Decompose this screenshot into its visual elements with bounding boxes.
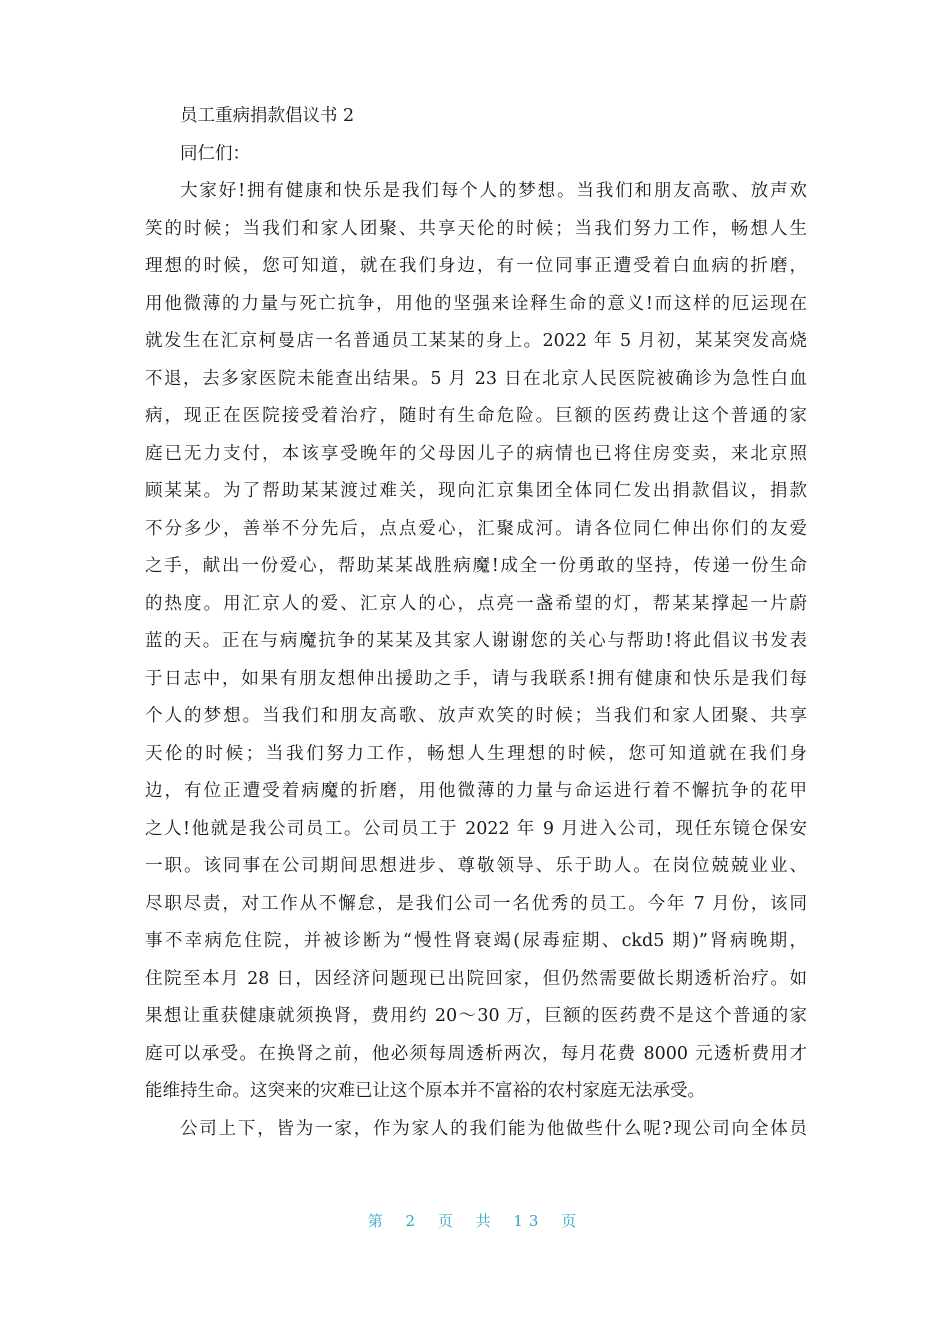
document-title: 员工重病捐款倡议书 2	[180, 106, 355, 126]
salutation: 同仁们：	[180, 143, 250, 164]
paragraph-line: 庭可以承受。在换肾之前，他必须每周透析两次，每月花费 8000 元透析费用才	[145, 1043, 807, 1064]
page-number-footer: 第 2 页 共 13 页	[367, 1212, 583, 1230]
paragraph-line: 理想的时候，您可知道，就在我们身边，有一位同事正遭受着白血病的折磨，	[145, 256, 807, 276]
paragraph-line: 不退，去多家医院未能查出结果。5 月 23 日在北京人民医院被确诊为急性白血	[145, 368, 807, 389]
paragraph-line: 大家好!拥有健康和快乐是我们每个人的梦想。当我们和朋友高歌、放声欢	[180, 181, 807, 201]
paragraph-line: 之人!他就是我公司员工。公司员工于 2022 年 9 月进入公司，现任东镜仓保安	[145, 818, 807, 839]
paragraph-line: 用他微薄的力量与死亡抗争，用他的坚强来诠释生命的意义!而这样的厄运现在	[145, 293, 807, 314]
paragraph-line: 事不幸病危住院，并被诊断为“慢性肾衰竭(尿毒症期、ckd5 期)”肾病晚期，	[145, 931, 807, 951]
paragraph-line: 边，有位正遭受着病魔的折磨，用他微薄的力量与命运进行着不懈抗争的花甲	[145, 781, 807, 801]
paragraph-line: 顾某某。为了帮助某某渡过难关，现向汇京集团全体同仁发出捐款倡议，捐款	[145, 481, 807, 501]
paragraph-line: 之手，献出一份爱心，帮助某某战胜病魔!成全一份勇敢的坚持，传递一份生命	[145, 556, 807, 576]
paragraph-line: 一职。该同事在公司期间思想进步、尊敬领导、乐于助人。在岗位兢兢业业、	[145, 856, 807, 876]
paragraph-line: 个人的梦想。当我们和朋友高歌、放声欢笑的时候；当我们和家人团聚、共享	[145, 706, 807, 726]
paragraph-line: 就发生在汇京柯曼店一名普通员工某某的身上。2022 年 5 月初，某某突发高烧	[145, 331, 807, 351]
paragraph-line: 能维持生命。这突来的灾难已让这个原本并不富裕的农村家庭无法承受。	[145, 1081, 705, 1101]
paragraph-line: 病，现正在医院接受着治疗，随时有生命危险。巨额的医药费让这个普通的家	[145, 406, 807, 426]
paragraph-line: 公司上下，皆为一家，作为家人的我们能为他做些什么呢?现公司向全体员	[180, 1118, 807, 1139]
paragraph-line: 蓝的天。正在与病魔抗争的某某及其家人谢谢您的关心与帮助!将此倡议书发表	[145, 631, 807, 651]
paragraph-line: 天伦的时候；当我们努力工作，畅想人生理想的时候，您可知道就在我们身	[145, 743, 807, 764]
paragraph-line: 尽职尽责，对工作从不懈怠，是我们公司一名优秀的员工。今年 7 月份，该同	[145, 893, 807, 914]
paragraph-line: 笑的时候；当我们和家人团聚、共享天伦的时候；当我们努力工作，畅想人生	[145, 218, 807, 239]
paragraph-line: 的热度。用汇京人的爱、汇京人的心，点亮一盏希望的灯，帮某某撑起一片蔚	[145, 593, 807, 614]
document-body	[145, 98, 807, 1148]
paragraph-line: 果想让重获健康就须换肾，费用约 20～30 万，巨额的医药费不是这个普通的家	[145, 1006, 807, 1026]
paragraph-line: 于日志中，如果有朋友想伸出援助之手，请与我联系!拥有健康和快乐是我们每	[145, 668, 807, 689]
paragraph-line: 不分多少，善举不分先后，点点爱心，汇聚成河。请各位同仁伸出你们的友爱	[145, 518, 807, 539]
paragraph-line: 庭已无力支付，本该享受晚年的父母因儿子的病情也已将住房变卖，来北京照	[145, 443, 807, 464]
paragraph-line: 住院至本月 28 日，因经济问题现已出院回家，但仍然需要做长期透析治疗。如	[145, 968, 807, 989]
